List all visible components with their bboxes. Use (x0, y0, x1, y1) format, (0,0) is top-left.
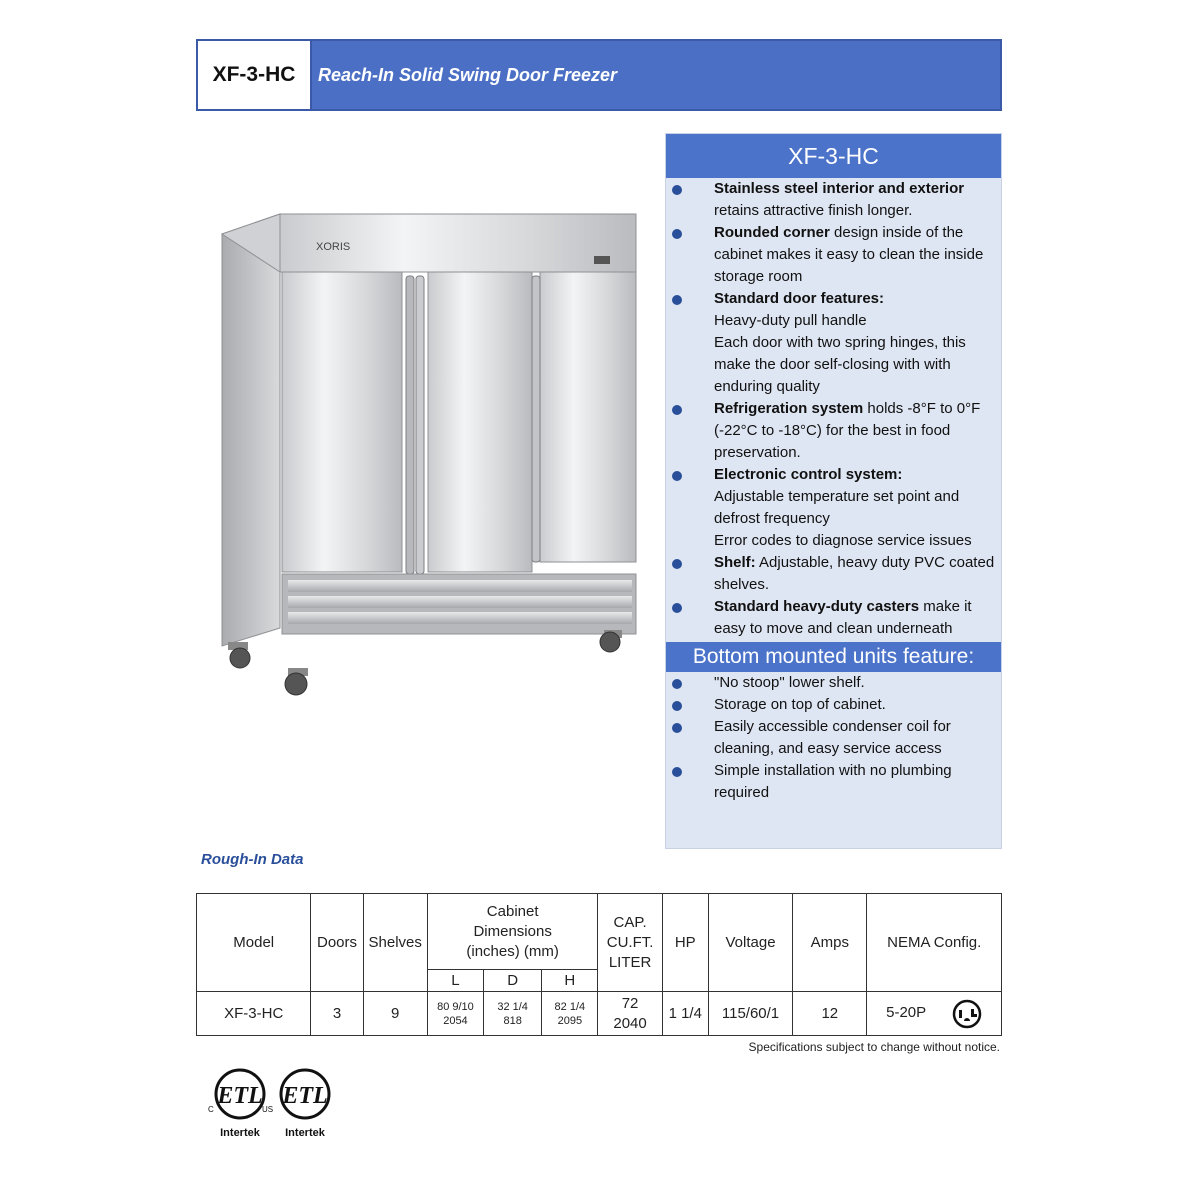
row-shelves-cell: 9 (363, 992, 427, 1036)
feature-description: retains attractive finish longer. (714, 202, 913, 219)
svg-text:ETL: ETL (217, 1083, 263, 1109)
feature-subline: Heavy-duty pull handle (714, 312, 867, 329)
row-voltage-cell: 115/60/1 (708, 992, 792, 1036)
bottom-features-title: Bottom mounted units feature: (666, 642, 1001, 672)
feature-text (714, 222, 1001, 288)
row-height-cell (542, 992, 598, 1036)
header-cap-cell: CAP. CU.FT. LITER (598, 894, 662, 992)
spec-table (196, 893, 1002, 1036)
header-amps-cell: Amps (793, 894, 867, 992)
height-mm: 2095 (557, 1014, 583, 1027)
depth-mm: 818 (503, 1014, 522, 1027)
rough-in-title: Rough-In Data (201, 851, 304, 868)
feature-panel (665, 133, 1002, 849)
feature-item (666, 222, 1001, 288)
row-model-cell: XF-3-HC (197, 992, 311, 1036)
panel-title: XF-3-HC (666, 134, 1001, 178)
bottom-feature-item (666, 716, 1001, 760)
header-model-cell: Model (197, 894, 311, 992)
feature-item (666, 398, 1001, 464)
depth-inches: 32 1/4 (497, 1000, 528, 1013)
header-title: Reach-In Solid Swing Door Freezer (318, 64, 618, 85)
header-voltage-cell: Voltage (708, 894, 792, 992)
feature-item (666, 552, 1001, 596)
feature-text (714, 596, 1001, 640)
row-depth-cell (484, 992, 542, 1036)
feature-subline: Error codes to diagnose service issues (714, 532, 972, 549)
feature-item (666, 288, 1001, 398)
bullet-icon (666, 222, 714, 288)
title-bar (196, 39, 1002, 111)
bottom-feature-item (666, 672, 1001, 694)
svg-text:Intertek: Intertek (220, 1127, 260, 1139)
bottom-feature-item (666, 694, 1001, 716)
bullet-icon (666, 288, 714, 398)
bottom-feature-item (666, 760, 1001, 804)
svg-text:Intertek: Intertek (285, 1127, 325, 1139)
bullet-icon (666, 716, 714, 760)
bullet-icon (666, 464, 714, 552)
feature-description: holds -8°F to 0°F (-22°C to -18°C) for the best in food preservation. (714, 400, 981, 461)
svg-text:C: C (208, 1105, 214, 1114)
height-inches: 82 1/4 (554, 1000, 586, 1013)
bottom-feature-text: Storage on top of cabinet. (714, 696, 886, 713)
header-model: XF-3-HC (198, 41, 312, 109)
feature-subline: Adjustable temperature set point and defrost frequency (714, 488, 960, 527)
feature-text (714, 398, 1001, 464)
feature-description: make it easy to move and clean underneath (714, 598, 972, 637)
feature-heading: Stainless steel interior and exterior (714, 180, 965, 197)
bullet-icon (666, 596, 714, 640)
feature-text (714, 464, 1001, 552)
cap-cuft: 72 (621, 994, 639, 1012)
header-shelves-cell: Shelves (363, 894, 427, 992)
row-length-cell (427, 992, 483, 1036)
feature-item (666, 596, 1001, 640)
bullet-icon (666, 672, 714, 694)
header-d-cell: D (484, 970, 542, 992)
header-h-cell: H (542, 970, 598, 992)
bottom-feature-text: Easily accessible condenser coil for cleaning, and easy service access (714, 718, 951, 757)
header-hp-cell: HP (662, 894, 708, 992)
brand-logo: XORIS (316, 241, 351, 253)
feature-heading: Refrigeration system (714, 400, 864, 417)
header-l-cell: L (427, 970, 483, 992)
feature-heading: Electronic control system: (714, 466, 903, 483)
feature-description: design inside of the cabinet makes it easy to clean the inside storage room (714, 224, 984, 285)
spec-note: Specifications subject to change without notice. (748, 1040, 1000, 1054)
nema-value: 5-20P (886, 1004, 927, 1022)
header-nema-cell: NEMA Config. (867, 894, 1002, 992)
header-cabinet-cell: Cabinet Dimensions (inches) (mm) (427, 894, 598, 970)
bullet-icon (666, 552, 714, 596)
feature-description: Adjustable, heavy duty PVC coated shelves. (714, 554, 995, 593)
feature-item (666, 464, 1001, 552)
row-amps-cell: 12 (793, 992, 867, 1036)
length-inches: 80 9/10 (437, 1000, 474, 1013)
svg-text:US: US (262, 1105, 274, 1114)
row-cap-cell (598, 992, 662, 1036)
bullet-icon (666, 398, 714, 464)
bottom-feature-text: "No stoop" lower shelf. (714, 674, 865, 691)
feature-item (666, 178, 1001, 222)
feature-heading: Shelf: (714, 554, 756, 571)
row-doors-cell: 3 (311, 992, 363, 1036)
feature-text (714, 288, 1001, 398)
row-nema-cell (867, 992, 1002, 1036)
svg-text:ETL: ETL (282, 1083, 328, 1109)
bottom-feature-list (666, 672, 1001, 804)
row-hp-cell: 1 1/4 (662, 992, 708, 1036)
feature-subline: Each door with two spring hinges, this make the door self-closing with with enduring quality (714, 334, 966, 395)
freezer-image (218, 210, 638, 710)
nema-plug-icon (952, 999, 982, 1029)
feature-heading: Rounded corner (714, 224, 830, 241)
length-mm: 2054 (443, 1014, 468, 1027)
feature-text (714, 552, 1001, 596)
bullet-icon (666, 694, 714, 716)
bullet-icon (666, 178, 714, 222)
feature-heading: Standard door features: (714, 290, 885, 307)
feature-heading: Standard heavy-duty casters (714, 598, 920, 615)
etl-logo (265, 1062, 345, 1142)
feature-text (714, 178, 1001, 222)
bottom-feature-text: Simple installation with no plumbing required (714, 762, 952, 801)
cap-liter: 2040 (613, 1014, 647, 1032)
header-doors-cell: Doors (311, 894, 363, 992)
bullet-icon (666, 760, 714, 804)
feature-list (666, 178, 1001, 640)
